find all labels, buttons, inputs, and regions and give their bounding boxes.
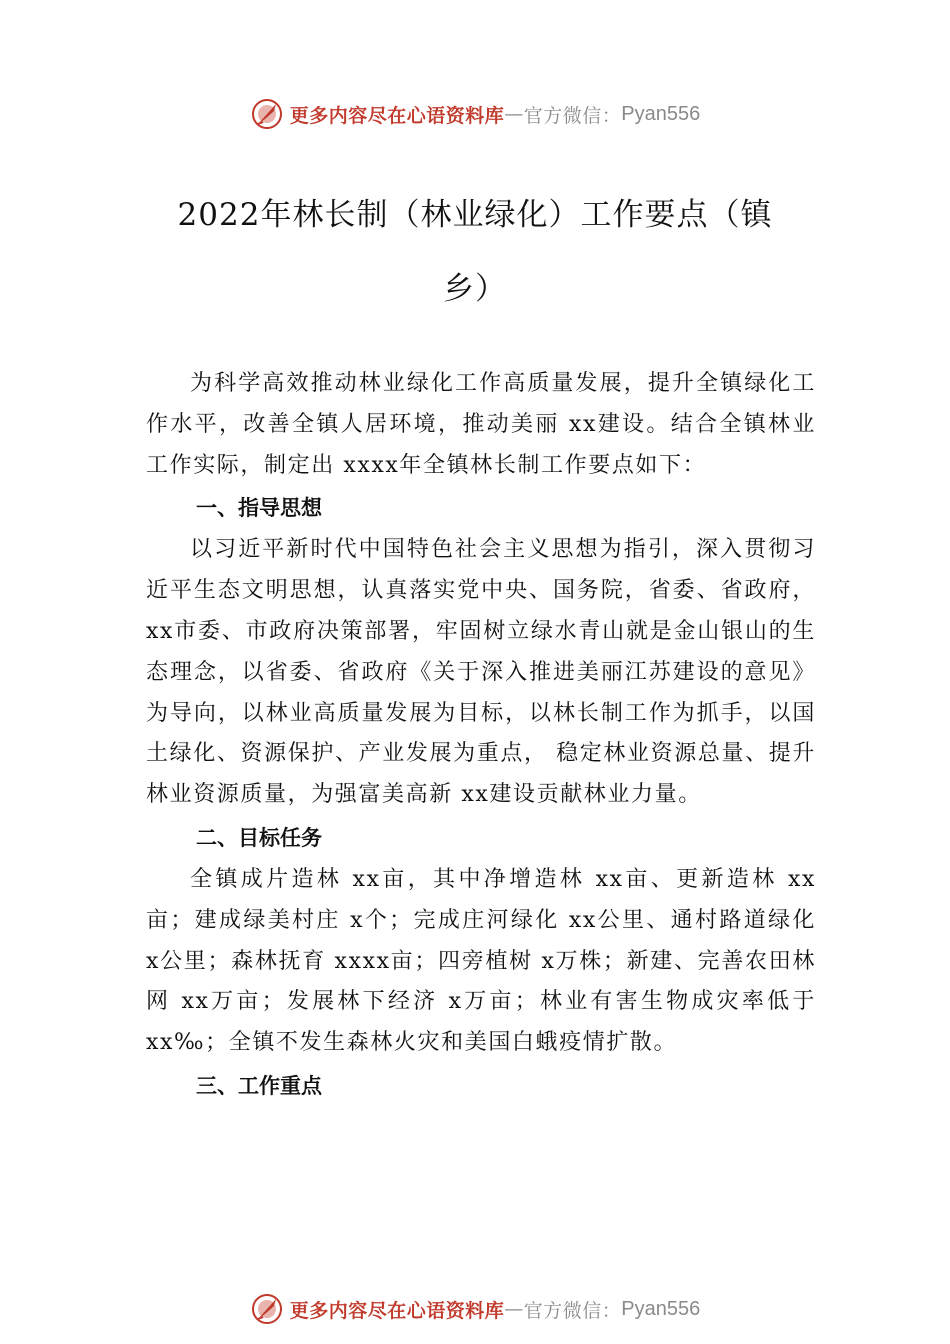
banner-wechat-id: Pyan556 (621, 1297, 701, 1320)
banner-dash: — (504, 1298, 524, 1320)
document-title (120, 178, 830, 326)
section-heading-key-work: 三、工作重点 (196, 1073, 322, 1098)
banner-wechat-id: Pyan556 (621, 102, 701, 125)
banner-official-label: 官方微信： (523, 1299, 622, 1322)
banner-official-label: 官方微信： (523, 104, 622, 127)
quill-logo-icon (250, 1292, 284, 1326)
intro-paragraph: 为科学高效推动林业绿化工作高质量发展，提升全镇绿化工作水平，改善全镇人居环境，推动美丽 xx建设。结合全镇林业工作实际，制定出 xxxx年全镇林长制工作要点如下： (146, 371, 816, 478)
section-paragraph-guiding-thought: 以习近平新时代中国特色社会主义思想为指引，深入贯彻习近平生态文明思想，认真落实党中央、国务院，省委、省政府，xx市委、市政府决策部署，牢固树立绿水青山就是金山银山的生态理念，以省委、省政府《关于深入推进美丽江苏建设的意见》为导向，以林业高质量发展为目标，以林长制工作为抓手，以国土绿化、资源保护、产业发展为重点， 稳定林业资源总量、提升林业资源质量，为强富美高新 xx建设贡献林业力量。 (146, 537, 816, 808)
banner-dash: — (504, 103, 524, 125)
header-banner (0, 92, 950, 136)
title-line-2: 乡） (443, 271, 507, 307)
footer-banner (0, 1287, 950, 1331)
section-heading-guiding-thought: 一、指导思想 (196, 496, 322, 521)
document-body (146, 364, 816, 1108)
banner-main-text: 更多内容尽在心语资料库 (289, 104, 505, 127)
quill-logo-icon (250, 97, 284, 131)
section-paragraph-goals: 全镇成片造林 xx亩，其中净增造林 xx亩、更新造林 xx亩；建成绿美村庄 x个；完成庄河绿化 xx公里、通村路道绿化 x公里；森林抚育 xxxx亩；四旁植树 x万株；新建、完善农田林网 xx万亩；发展林下经济 x万亩；林业有害生物成灾率低于 xx‰；全镇不发生森林火灾和美国白蛾疫情扩散。 (146, 866, 816, 1056)
section-heading-goals: 二、目标任务 (196, 825, 322, 850)
banner-main-text: 更多内容尽在心语资料库 (289, 1299, 505, 1322)
title-line-1: 2022年林长制（林业绿化）工作要点（镇 (177, 197, 773, 233)
